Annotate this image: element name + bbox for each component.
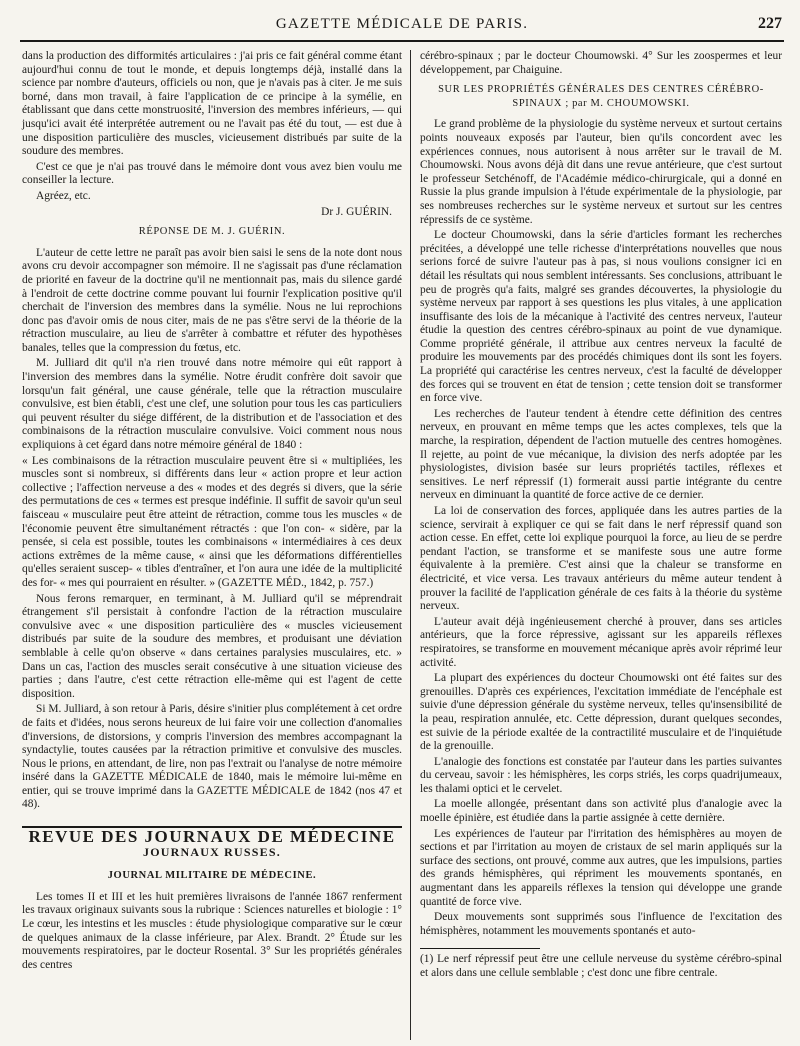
paragraph: Le grand problème de la physiologie du système nerveux et surtout certains points nouveaux exposés par l'auteur, bien qu'ils concordent avec les expériences connues, nous autorisent à nous arrêter sur le travail de M. Choumowski. Nous avons déjà dit dans une revue antérieure, que c'est surtout le professeur Setchénoff, de l'Académie médico-chirurgicale, qui a donné en Russie la plus grande impulsion à l'étude expérimentale de la physiologie, par ses nombreuses recherches sur le système nerveux et surtout sur les centres répressifs de ce système. xyxy=(420,118,782,226)
journal-title: GAZETTE MÉDICALE DE PARIS. xyxy=(275,16,529,32)
paragraph: Les tomes II et III et les huit premières livraisons de l'année 1867 renferment les travaux originaux suivants sous la rubrique : Sciences naturelles et biologie : 1° Le cœur, les intestins et les muscles : étude physiologique comparative sur le cœur de quelques animaux de la classe inférieure, par Alex. Brandt. 2° Étude sur les mouvements respiratoires, par le docteur Rosental. 3° Sur les propriétés générales des centres xyxy=(22,890,402,971)
subsection-heading: JOURNAUX RUSSES. xyxy=(143,844,281,859)
paragraph: La moelle allongée, présentant dans son activité plus d'analogie avec la moelle épinière, est étudiée dans la partie assignée à cette dernière. xyxy=(420,798,782,825)
page-header xyxy=(20,14,784,42)
paragraph: Agréez, etc. xyxy=(36,189,91,202)
paragraph: L'auteur avait déjà ingénieusement cherché à prouver, dans ses articles antérieurs, que la force répressive, agissant sur les appareils réflexes respiratoires, se transforme en mouvement mécanique après avoir réprimé leur activité. xyxy=(420,615,782,669)
section-heading: REVUE DES JOURNAUX DE MÉDECINE xyxy=(28,827,396,847)
paragraph: La loi de conservation des forces, appliquée dans les autres parties de la science, servirait à expliquer ce qui se fait dans le nerf répressif quand son action cesse. En effet, cette loi explique pourquoi la force, au lieu de se perdre pendant l'action, se transforme et se manifeste sous une autre forme équivalente à la première. C'est ainsi que la chaleur se transforme en électricité, et vice versa. Les travaux antérieurs du même auteur tendent à prouver la facilité de l'application générale de ces faits à la théorie du système nerveux. xyxy=(420,505,782,613)
footnote-rule xyxy=(420,948,540,949)
paragraph: Les expériences de l'auteur par l'irritation des hémisphères au moyen de sections et par l'irritation au moyen de cristaux de sel marin appliqués sur la surface des sections, ont prouvé, comme aux autres, que les impulsions, parties des grands hémisphères, qui répriment les mouvements spontanés, en augmentant dans les appareils réflexes la tension qui développe une grande quantité de force vive. xyxy=(420,827,782,908)
paragraph: Les recherches de l'auteur tendent à étendre cette définition des centres nerveux, en prouvant en même temps que les actes complexes, tels que la marche, la respiration, dépendent de l'action mutuelle des centres homogènes. Il rejette, au point de vue mécanique, la division des nerfs adoptée par les physiologistes, division basée sur leurs propriétés tactiles, réflexes et sensitives. Le nerf répressif (1) formerait aussi partie intégrante du centre nerveux en diminuant la quantité de force active de ce dernier. xyxy=(420,407,782,502)
signature: Dr J. GUÉRIN. xyxy=(321,205,392,218)
section-title: SUR LES PROPRIÉTÉS GÉNÉRALES DES CENTRES CÉRÉBRO-SPINAUX ; par M. CHOUMOWSKI. xyxy=(438,84,764,109)
paragraph: dans la production des difformités articulaires : j'ai pris ce fait général comme étant aujourd'hui connu de tout le monde, et depuis longtemps déjà, installé dans la science par nombre d'auteurs, officiels ou non, que je n'avais pas à citer. Je me suis borné, dans mon travail, à faire l'application de ce principe à la symélie, en établissant que dans cette monstruosité, l'inversion des membres inférieurs, — qui jusqu'ici avait été interprétée autrement ou ne l'avait pas été du tout, — est due à une disposition particulière des muscles, vicieusement distribués par suite de la soudure des membres. xyxy=(22,50,402,158)
paragraph: Si M. Julliard, à son retour à Paris, désire s'initier plus complétement à cet ordre de faits et d'idées, nous serons heureux de lui faire voir une collection d'anomalies d'inversions, de distorsions, y compris l'inversion des membres accompagnant la syndactylie, toutes causées par la rétraction primitive et convulsive des muscles. Nous le prions, en attendant, de lire, non pas l'extrait ou l'analyse de notre mémoire inséré dans la GAZETTE MÉDICALE de 1840, mais le mémoire lui-même en entier, qui se trouve imprimé dans la GAZETTE MÉDICALE de 1842 (nos 47 et 48). xyxy=(22,703,402,811)
paragraph: L'analogie des fonctions est constatée par l'auteur dans les parties suivantes du cerveau, savoir : les hémisphères, les corps striés, les corps quadrijumeaux, les thalami optici et le cervelet. xyxy=(420,755,782,795)
paragraph: La plupart des expériences du docteur Choumowski ont été faites sur des grenouilles. D'après ces expériences, l'excitation immédiate de l'encéphale est suivie d'une dépression générale du système nerveux, telles qu'insensibilité de la peau, respiration annulée, etc. Cette dépression, durant quelques secondes, est suivie de la période exaltée de la contractilité musculaire et de l'inquiétude de la grenouille. xyxy=(420,672,782,753)
left-column xyxy=(22,50,402,974)
page-number: 227 xyxy=(758,15,782,32)
quotation: « Les combinaisons de la rétraction musculaire peuvent être si « multipliées, les muscles sont si nombreux, si différents dans leur « action propre et leur action collective ; l'affection nerveuse a des « modes et des degrés si divers, que la série des permutations de ces « termes est presque indéfinie. Il suffit de savoir qu'un seul faisceau « musculaire peut être atteint de rétraction, comme tous les muscles « de l'économie peuvent être simultanément rétractés : que l'on con- « sidère, par la pensée, si cela est possible, toutes les combinaisons « intermédiaires à ces deux actions extrêmes de la même cause, « ainsi que les déformations différentielles qu'elles seraient suscep- « tibles d'entraîner, et l'on aura une idée de la multiplicité des for- « mes qui pourraient en résulter. » (GAZETTE MÉD., 1842, p. 757.) xyxy=(22,454,402,589)
paragraph: C'est ce que je n'ai pas trouvé dans le mémoire dont vous avez bien voulu me conseiller la lecture. xyxy=(22,160,402,187)
paragraph: M. Julliard dit qu'il n'a rien trouvé dans notre mémoire qui eût rapport à l'inversion des membres dans la symélie. Notre érudit confrère doit savoir que lorsqu'un fait général, une cause générale, telle que la rétraction musculaire convulsive, est bien établi, c'est une clef, une solution pour tous les cas particuliers qui peuvent résulter du siége différent, de la distribution et de l'association et des combinaisons de la rétraction musculaire convulsive. Voici comment nous nous expliquions à cet égard dans notre mémoire général de 1840 : xyxy=(22,357,402,452)
paragraph: L'auteur de cette lettre ne paraît pas avoir bien saisi le sens de la note dont nous avons cru devoir accompagner son mémoire. Il ne s'agissait pas d'une réclamation de priorité en faveur de la doctrine qu'il ne mentionnait pas, mais du silence gardé à l'endroit de cette doctrine comme pouvant lui fournir l'explication positive qu'il cherchait de l'inversion des membres dans la symélie. Nous ne lui reprochions donc pas d'avoir omis de nous citer, mais de ne pas s'être servi de la théorie de la rétraction musculaire, au lieu de s'arrêter à combattre et réfuter des hypothèses banales, telles que la compression du fœtus, etc. xyxy=(22,246,402,354)
paragraph: Deux mouvements sont supprimés sous l'influence de l'excitation des hémisphères, notamment les mouvements spontanés et auto- xyxy=(420,911,782,937)
section-title: RÉPONSE DE M. J. GUÉRIN. xyxy=(138,226,286,238)
journal-heading: JOURNAL MILITAIRE DE MÉDECINE. xyxy=(107,870,317,882)
paragraph: cérébro-spinaux ; par le docteur Choumowski. 4° Sur les zoospermes et leur développement, par Chaiguine. xyxy=(420,50,782,76)
right-column xyxy=(420,50,782,983)
paragraph: Nous ferons remarquer, en terminant, à M. Julliard qu'il se méprendrait étrangement s'il persistait à confondre l'action de la rétraction musculaire convulsive avec « une disposition particulière des « muscles vicieusement distribués par suite de la soudure des membres, et produisant une déviation semblable à celle qu'on observe « dans certaines paralysies musculaires, etc. » Dans un cas, l'action des muscles serait consécutive à une situation vicieuse des parties ; dans l'autre, c'est cette rétraction elle-même qui est l'agent de cette disposition. xyxy=(22,592,402,700)
column-divider xyxy=(410,50,411,1040)
paragraph: Le docteur Choumowski, dans la série d'articles formant les recherches précitées, a développé une telle richesse d'interprétations nouvelles que nous serions forcé de suivre l'auteur pas à pas, si nous voulions consigner ici en détail les résultats qui nous semblent intéressants. Ses conclusions, attribuant le peu de progrès qu'a faits, malgré ses grandes découvertes, la physiologie du système nerveux par rapport à ses questions les plus vitales, à une application insuffisante des lois de la mécanique à l'activité des centres nerveux, l'auteur étudie la question des centres cérébro-spinaux au point de vue dynamique. Comme propriété générale, il attribue aux centres nerveux la faculté de produire les mouvements par des procédés chimiques dont ils sont les foyers. La propriété qui caractérise les centres nerveux, c'est la faculté de développer des forces qui se trouvent en état de tension ; cette tension doit se transformer en force vive. xyxy=(420,229,782,405)
footnote: (1) Le nerf répressif peut être une cellule nerveuse du système cérébro-spinal et alors dans une cellule semblable ; c'est donc une fibre centrale. xyxy=(420,953,782,979)
